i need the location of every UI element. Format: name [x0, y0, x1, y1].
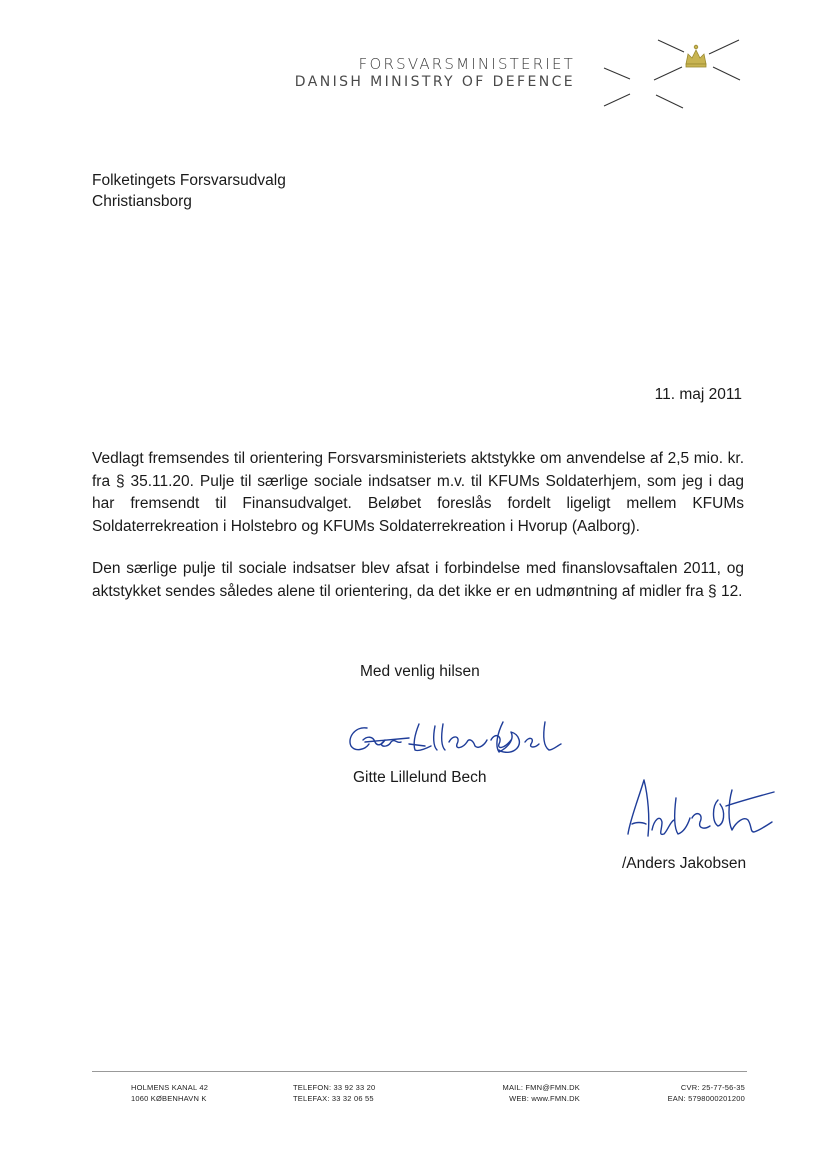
- footer-ean: EAN: 5798000201200: [667, 1093, 745, 1103]
- royal-crown-icon: [596, 30, 746, 115]
- recipient-address: [92, 170, 286, 212]
- body-paragraph-2: Den særlige pulje til sociale indsatser blev afsat i forbindelse med finanslovsaftalen 2011, og aktstykket sendes således alene til orientering, da det ikke er en udmøntning af midler fra § 12.: [92, 560, 744, 600]
- signatory-name-primary: Gitte Lillelund Bech: [353, 769, 487, 786]
- footer-mail: MAIL: FMN@FMN.DK: [502, 1083, 580, 1092]
- footer-web: WEB: www.FMN.DK: [509, 1093, 580, 1103]
- ministry-name-danish: FORSVARSMINISTERIET: [358, 55, 575, 73]
- body-paragraph-1: Vedlagt fremsendes til orientering Forsvarsministeriets aktstykke om anvendelse af 2,5 mio. kr. fra § 35.11.20. Pulje til særlige sociale indsatser m.v. til KFUMs Soldaterhjem, som jeg i dag har fremsendt til Finansudvalget. Beløbet foreslås fordelt ligeligt mellem KFUMs Soldaterrekreation i Holstebro og KFUMs Soldaterrekreation i Hvorup (Aalborg).: [92, 450, 744, 535]
- recipient-line-2: Christiansborg: [92, 193, 192, 210]
- signature-gitte-lillelund-bech: [345, 710, 565, 768]
- footer-fax: TELEFAX: 33 32 06 55: [293, 1093, 374, 1103]
- closing-salutation: Med venlig hilsen: [360, 663, 480, 680]
- recipient-line-1: Folketingets Forsvarsudvalg: [92, 172, 286, 189]
- ministry-name-english: DANISH MINISTRY OF DEFENCE: [294, 74, 575, 90]
- footer-registration-block: [600, 1083, 745, 1104]
- footer-address-line-2: 1060 KØBENHAVN K: [131, 1093, 207, 1103]
- letter-date: 11. maj 2011: [654, 386, 742, 403]
- signatory-name-secondary: /Anders Jakobsen: [622, 855, 747, 872]
- footer-divider: [92, 1071, 747, 1072]
- signature-anders-jakobsen: [622, 770, 782, 850]
- footer-address-line-1: HOLMENS KANAL 42: [131, 1083, 209, 1092]
- footer-contact-block: [460, 1083, 580, 1104]
- footer-cvr: CVR: 25-77-56-35: [680, 1083, 745, 1092]
- footer-phone: TELEFON: 33 92 33 20: [293, 1083, 376, 1092]
- footer-phone-block: [293, 1083, 375, 1104]
- footer-address: [131, 1083, 208, 1104]
